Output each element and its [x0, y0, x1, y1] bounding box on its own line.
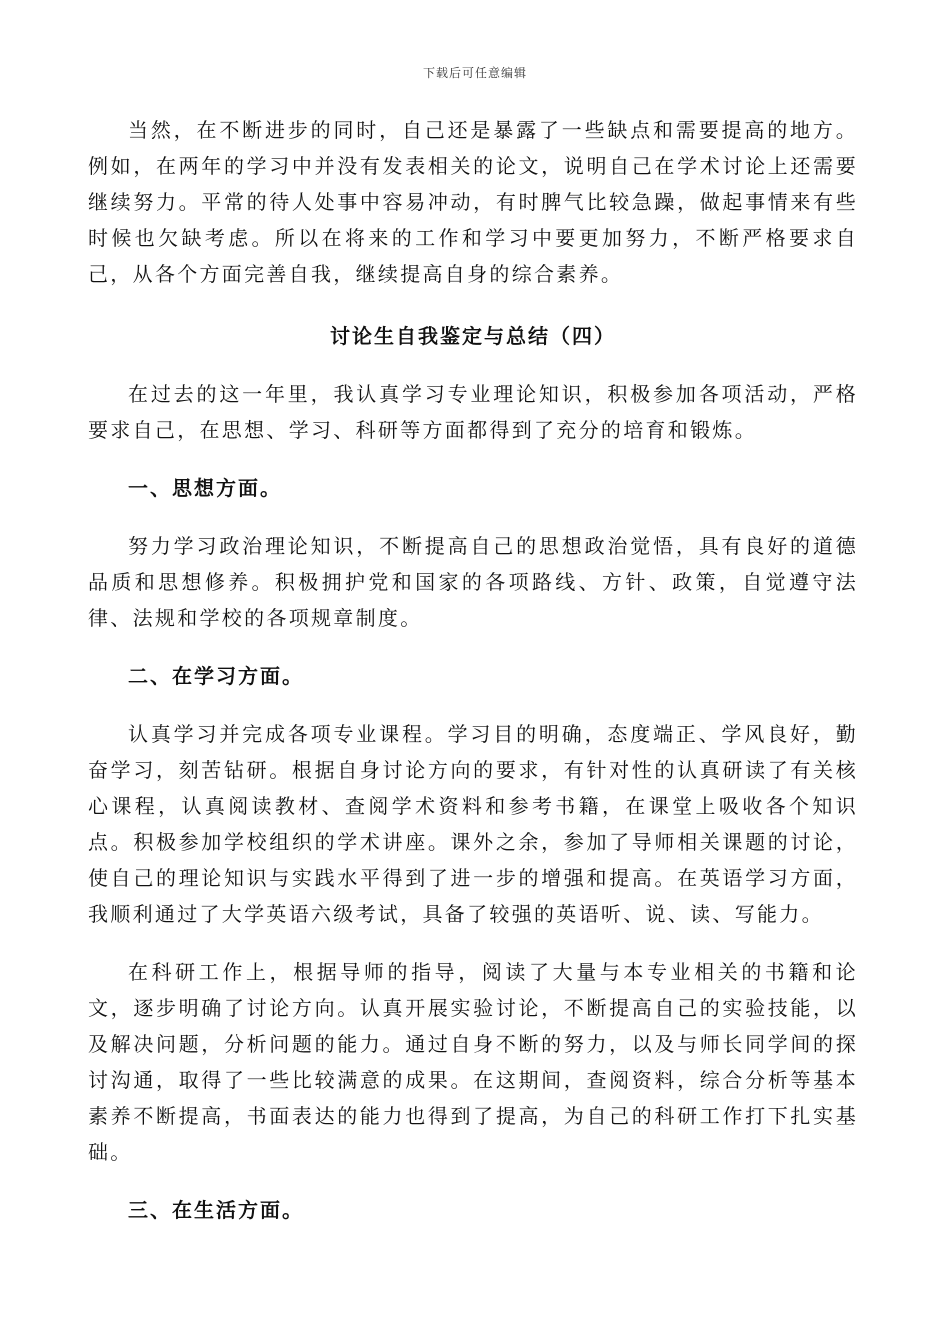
spacer [88, 506, 858, 528]
spacer [88, 448, 858, 470]
document-body [88, 112, 858, 1228]
paragraph-ideology: 努力学习政治理论知识，不断提高自己的思想政治觉悟，具有良好的道德品质和思想修养。积极拥护党和国家的各项路线、方针、政策，自觉遵守法律、法规和学校的各项规章制度。 [88, 534, 858, 630]
page-header-note: 下载后可任意编辑 [422, 66, 527, 80]
spacer [88, 636, 858, 658]
spacer [88, 354, 858, 376]
paragraph-shortcomings: 当然，在不断进步的同时，自己还是暴露了一些缺点和需要提高的地方。例如，在两年的学习中并没有发表相关的论文，说明自己在学术讨论上还需要继续努力。平常的待人处事中容易冲动，有时脾气比较急躁，做起事情来有些时候也欠缺考虑。所以在将来的工作和学习中要更加努力，不断严格要求自己，从各个方面完善自我，继续提高自身的综合素养。 [88, 118, 858, 286]
paragraph-research: 在科研工作上，根据导师的指导，阅读了大量与本专业相关的书籍和论文，逐步明确了讨论方向。认真开展实验讨论，不断提高自己的实验技能，以及解决问题，分析问题的能力。通过自身不断的努力，以及与师长同学间的探讨沟通，取得了一些比较满意的成果。在这期间，查阅资料，综合分析等基本素养不断提高，书面表达的能力也得到了提高，为自己的科研工作打下扎实基础。 [88, 960, 858, 1164]
spacer [88, 292, 858, 318]
spacer [88, 932, 858, 954]
heading-study: 二、在学习方面。 [128, 664, 304, 688]
heading-life: 三、在生活方面。 [128, 1198, 304, 1222]
spacer [88, 694, 858, 716]
section-title: 讨论生自我鉴定与总结（四） [330, 324, 616, 348]
paragraph-intro: 在过去的这一年里，我认真学习专业理论知识，积极参加各项活动，严格要求自己，在思想、学习、科研等方面都得到了充分的培育和锻炼。 [88, 382, 858, 442]
paragraph-study: 认真学习并完成各项专业课程。学习目的明确，态度端正、学风良好，勤奋学习，刻苦钻研。根据自身讨论方向的要求，有针对性的认真研读了有关核心课程，认真阅读教材、查阅学术资料和参考书籍，在课堂上吸收各个知识点。积极参加学校组织的学术讲座。课外之余，参加了导师相关课题的讨论，使自己的理论知识与实践水平得到了进一步的增强和提高。在英语学习方面，我顺利通过了大学英语六级考试，具备了较强的英语听、说、读、写能力。 [88, 722, 858, 926]
spacer [88, 1170, 858, 1192]
heading-ideology: 一、思想方面。 [128, 476, 282, 500]
